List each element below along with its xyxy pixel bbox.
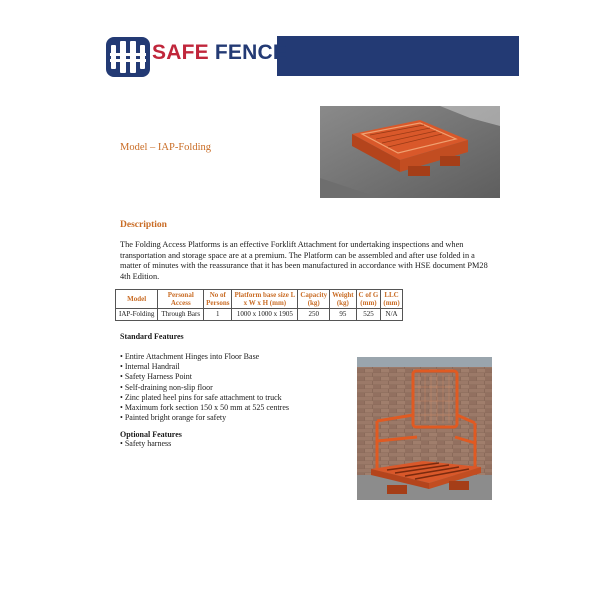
optional-features-list <box>120 439 171 449</box>
standard-features-heading: Standard Features <box>120 332 184 341</box>
spec-table-header-row <box>116 290 403 309</box>
brand-logo-text <box>152 41 287 65</box>
cell-llc: N/A <box>381 309 402 321</box>
assembled-platform-photo <box>357 357 492 500</box>
list-item: • Internal Handrail <box>120 362 289 372</box>
header-capacity: Capacity (kg) <box>298 290 330 309</box>
logo-icon <box>106 37 150 77</box>
list-item: • Zinc plated heel pins for safe attachment to truck <box>120 393 289 403</box>
list-item: • Painted bright orange for safety <box>120 413 289 423</box>
brand-word-safe: SAFE <box>152 41 209 64</box>
brand-word-fence: FENCE <box>214 41 288 64</box>
list-item: • Safety harness <box>120 439 171 449</box>
header-bar <box>277 36 519 76</box>
cell-weight: 95 <box>330 309 356 321</box>
header-no-of-persons: No of Persons <box>204 290 232 309</box>
cell-platform-size: 1000 x 1000 x 1905 <box>232 309 298 321</box>
spec-table <box>115 289 403 321</box>
header-model: Model <box>116 290 158 309</box>
header-platform-size: Platform base size L x W x H (mm) <box>232 290 298 309</box>
cell-capacity: 250 <box>298 309 330 321</box>
cell-model: IAP-Folding <box>116 309 158 321</box>
list-item: • Entire Attachment Hinges into Floor Base <box>120 352 289 362</box>
header-c-of-g: C of G (mm) <box>356 290 381 309</box>
list-item: • Safety Harness Point <box>120 372 289 382</box>
list-item: • Self-draining non-slip floor <box>120 383 289 393</box>
header-llc: LLC (mm) <box>381 290 402 309</box>
description-text: The Folding Access Platforms is an effective Forklift Attachment for undertaking inspections and when transportation and storage space are at a premium. The Platform can be assembled and after use folded in a matter of minutes with the reassurance that it has been manufactured in accordance with HSE document PM28 4th Edition. <box>120 240 488 281</box>
table-row <box>116 309 403 321</box>
description-heading: Description <box>120 220 167 230</box>
model-title: Model – IAP-Folding <box>120 142 212 153</box>
list-item: • Maximum fork section 150 x 50 mm at 525 centres <box>120 403 289 413</box>
cell-no-of-persons: 1 <box>204 309 232 321</box>
standard-features-list <box>120 352 289 423</box>
optional-features-heading: Optional Features <box>120 430 182 439</box>
cell-personal-access: Through Bars <box>158 309 204 321</box>
header-weight: Weight (kg) <box>330 290 356 309</box>
folded-platform-photo <box>320 106 500 198</box>
cell-c-of-g: 525 <box>356 309 381 321</box>
header-personal-access: Personal Access <box>158 290 204 309</box>
